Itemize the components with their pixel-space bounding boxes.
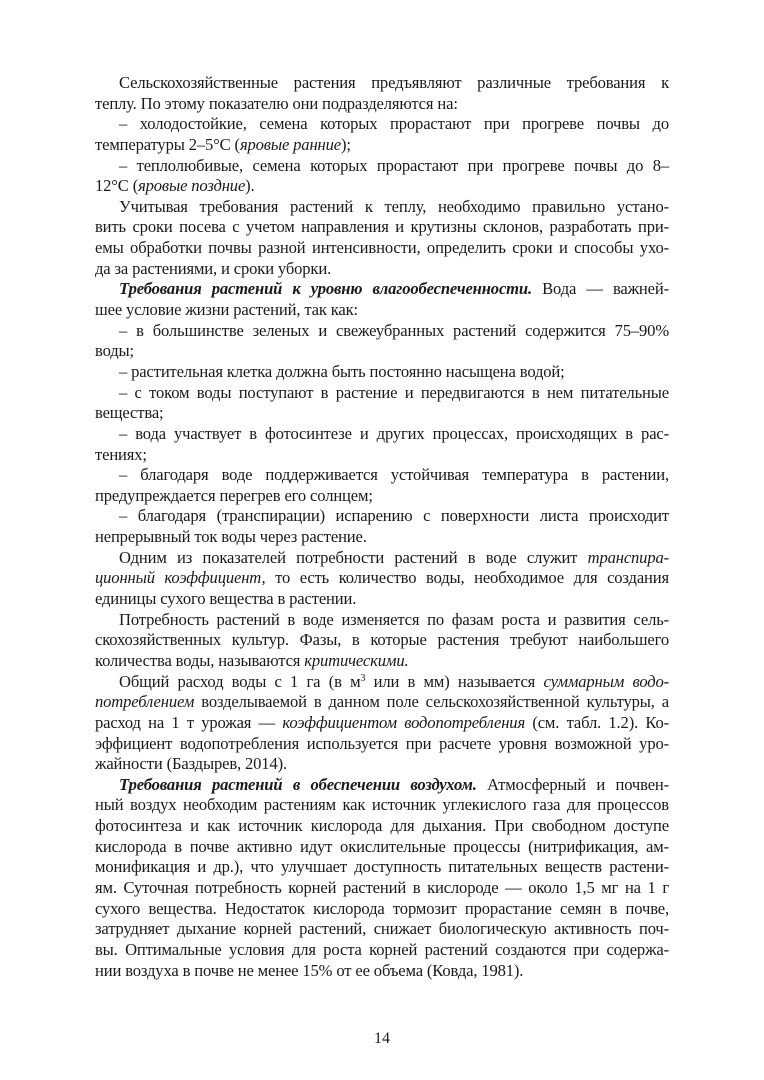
- text-segment: ям. Суточная потребность корней растений в кислороде — около 1,5 мг на 1 г: [95, 877, 669, 897]
- text-segment: нии воздуха в почве не менее 15% от ее объема (Ковда, 1981).: [95, 960, 524, 980]
- text-segment: фотосинтеза и как источник кислорода для дыхания. При свободном доступе: [95, 816, 669, 836]
- paragraph: [95, 362, 669, 383]
- text-segment: температуры 2–5°С (: [95, 134, 240, 154]
- text-segment: возделываемой в данном поле сельскохозяйственной культуры, а: [194, 692, 669, 712]
- text-segment: – вода участвует в фотосинтезе и других процессах, происходящих в рас-: [119, 423, 669, 443]
- text-line: [95, 568, 669, 589]
- paragraph: [95, 279, 669, 320]
- text-line: [95, 362, 669, 383]
- text-segment: емы обработки почвы разной интенсивности, определить сроки и способы ухо-: [95, 238, 669, 258]
- emphasized-term: потреблением: [95, 692, 195, 712]
- text-segment: количества воды, называются: [95, 650, 305, 670]
- paragraph: [95, 424, 669, 465]
- text-segment: то есть количество воды, необходимое для создания: [265, 568, 669, 588]
- text-segment: жайности (Баздырев, 2014).: [95, 754, 287, 774]
- text-segment: Учитывая требования растений к теплу, необходимо правильно устано-: [119, 196, 669, 216]
- text-segment: вещества;: [95, 403, 164, 423]
- emphasized-term: коэффициентом водопотребления: [282, 712, 526, 732]
- section-heading: Требования растений к уровню влагообеспеченности.: [119, 279, 533, 299]
- text-segment: да за растениями, и сроки уборки.: [95, 258, 332, 278]
- text-segment: );: [341, 134, 351, 154]
- text-line: [95, 857, 669, 878]
- text-line: [95, 424, 669, 445]
- text-segment: Сельскохозяйственные растения предъявляют различные требования к: [119, 73, 669, 92]
- paragraph: [95, 321, 669, 362]
- text-segment: непрерывный ток воды через растение.: [95, 527, 367, 547]
- text-segment: шее условие жизни растений, так как:: [95, 300, 358, 320]
- text-segment: – холодостойкие, семена которых прорастают при прогреве почвы до: [119, 114, 669, 134]
- text-line: [95, 259, 669, 280]
- text-segment: затрудняет дыхание корней растений, снижает биологическую активность поч-: [95, 919, 669, 939]
- emphasized-term: ционный коэффициент,: [95, 568, 266, 588]
- text-segment: Атмосферный и почвен-: [476, 774, 670, 794]
- text-segment: сухого вещества. Недостаток кислорода тормозит прорастание семян в почве,: [95, 898, 669, 918]
- text-line: [95, 548, 669, 569]
- text-line: [95, 775, 669, 796]
- text-segment: 12°С (: [95, 176, 139, 196]
- text-segment: – теплолюбивые, семена которых прорастают при прогреве почвы до 8–: [119, 155, 669, 175]
- paragraph: [95, 156, 669, 197]
- emphasized-term: яровые поздние: [138, 176, 246, 196]
- text-segment: – растительная клетка должна быть постоянно насыщена водой;: [119, 361, 565, 381]
- emphasized-term: суммарным водо-: [543, 671, 670, 691]
- text-line: [95, 754, 669, 775]
- text-segment: теплу. По этому показателю они подразделяются на:: [95, 93, 458, 113]
- text-line: [95, 527, 669, 548]
- text-segment: Потребность растений в воде изменяется по фазам роста и развития сель-: [119, 609, 669, 629]
- text-line: [95, 197, 669, 218]
- paragraph: [95, 672, 669, 775]
- text-segment: – благодаря воде поддерживается устойчивая температура в растении,: [119, 465, 669, 485]
- paragraph: [95, 610, 669, 672]
- text-segment: Общий расход воды с 1 га (в м: [119, 671, 361, 691]
- text-line: [95, 795, 669, 816]
- text-segment: ный воздух необходим растениям как источник углекислого газа для процессов: [95, 795, 669, 815]
- text-line: [95, 465, 669, 486]
- text-line: [95, 837, 669, 858]
- text-line: [95, 217, 669, 238]
- text-line: [95, 713, 669, 734]
- text-segment: предупреждается перегрев его солнцем;: [95, 485, 373, 505]
- text-segment: – с током воды поступают в растение и передвигаются в нем питательные: [119, 382, 669, 402]
- text-line: [95, 651, 669, 672]
- text-line: [95, 589, 669, 610]
- paragraph: [95, 775, 669, 981]
- text-segment: вы. Оптимальные условия для роста корней растений создаются при содержа-: [95, 939, 669, 959]
- text-line: [95, 630, 669, 651]
- text-line: [95, 692, 669, 713]
- text-line: [95, 734, 669, 755]
- paragraph: [95, 548, 669, 610]
- paragraph: [95, 197, 669, 280]
- paragraph: [95, 383, 669, 424]
- emphasized-term: критическими.: [304, 650, 409, 670]
- text-line: [95, 403, 669, 424]
- text-segment: эффициент водопотребления используется при расчете уровня возможной уро-: [95, 733, 669, 753]
- text-segment: (см. табл. 1.2). Ко-: [525, 712, 669, 732]
- text-segment: расход на 1 т урожая —: [95, 712, 283, 732]
- emphasized-term: транспира-: [587, 547, 669, 567]
- text-segment: скохозяйственных культур. Фазы, в которые растения требуют наибольшего: [95, 630, 669, 650]
- paragraph: [95, 465, 669, 506]
- text-line: [95, 961, 669, 982]
- text-segment: монификация и др.), что улучшает доступность питательных веществ растени-: [95, 857, 669, 877]
- text-segment: Одним из показателей потребности растений в воде служит: [119, 547, 588, 567]
- section-heading: Требования растений в обеспечении воздухом.: [119, 774, 477, 794]
- text-segment: воды;: [95, 341, 134, 361]
- text-line: [95, 341, 669, 362]
- text-segment: вить сроки посева с учетом направления и крутизны склонов, разработать при-: [95, 217, 669, 237]
- text-line: [95, 940, 669, 961]
- text-line: [95, 156, 669, 177]
- text-segment: Вода — важней-: [532, 279, 669, 299]
- text-line: [95, 672, 669, 693]
- text-line: [95, 486, 669, 507]
- text-line: [95, 73, 669, 94]
- text-segment: – в большинстве зеленых и свежеубранных растений содержится 75–90%: [119, 320, 669, 340]
- text-segment: тениях;: [95, 444, 147, 464]
- text-line: [95, 899, 669, 920]
- paragraph: [95, 73, 669, 114]
- text-segment: – благодаря (транспирации) испарению с поверхности листа происходит: [119, 506, 669, 526]
- text-line: [95, 610, 669, 631]
- text-segment: ).: [245, 176, 255, 196]
- text-line: [95, 135, 669, 156]
- paragraph: [95, 506, 669, 547]
- page-body: [95, 73, 669, 981]
- text-segment: или в мм) называется: [365, 671, 544, 691]
- text-segment: кислорода в почве активно идут окислительные процессы (нитрификация, ам-: [95, 836, 669, 856]
- text-line: [95, 919, 669, 940]
- text-line: [95, 383, 669, 404]
- text-line: [95, 300, 669, 321]
- text-line: [95, 114, 669, 135]
- text-line: [95, 816, 669, 837]
- text-line: [95, 238, 669, 259]
- text-line: [95, 321, 669, 342]
- text-line: [95, 176, 669, 197]
- text-segment: единицы сухого вещества в растении.: [95, 589, 357, 609]
- text-line: [95, 94, 669, 115]
- text-line: [95, 279, 669, 300]
- text-line: [95, 445, 669, 466]
- page-number: 14: [374, 1030, 390, 1047]
- text-line: [95, 878, 669, 899]
- paragraph: [95, 114, 669, 155]
- superscript: 3: [360, 672, 366, 684]
- text-line: [95, 506, 669, 527]
- emphasized-term: яровые ранние: [239, 134, 341, 154]
